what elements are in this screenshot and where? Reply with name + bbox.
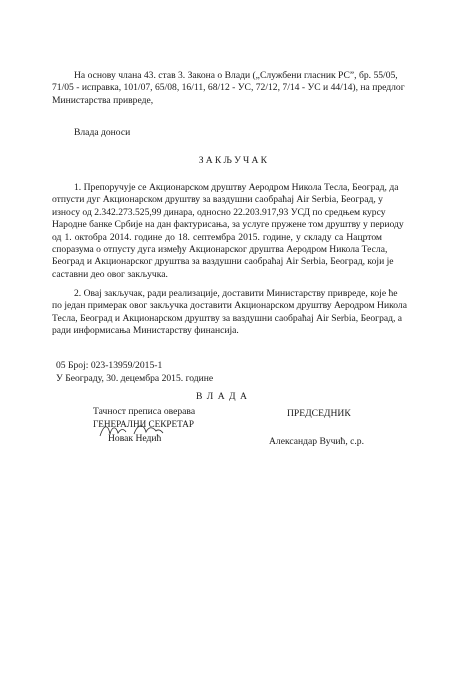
- item-2-line-4: ради информисања Министарству финансија.: [52, 325, 239, 337]
- item-1-line-3: износу од 2.342.273.525,99 динара, односно 22.203.917,93 УСД по средњем курсу: [52, 206, 386, 218]
- place-date: У Београду, 30. децембра 2015. године: [56, 373, 214, 384]
- secretary-role: ГЕНЕРАЛНИ СЕКРЕТАР: [93, 419, 195, 429]
- item-1-line-8: саставни део овог закључка.: [52, 268, 168, 280]
- document-number: 05 Број: 023-13959/2015-1: [56, 360, 163, 371]
- item-1-line-5: од 1. октобра 2014. године до 18. септембра 2015. године, у складу са Нацртом: [52, 231, 382, 243]
- item-2-line-2: по један примерак овог закључка доставити Акционарском друштву Аеродром Никола: [52, 300, 407, 312]
- item-1-line-2: отпусти дуг Акционарском друштву за ваздушни саобраћај Air Serbia, Београд, у: [52, 194, 383, 206]
- preamble-line-2: 71/05 - исправка, 101/07, 65/08, 16/11, 68/12 - УС, 72/12, 7/14 - УС и 44/14), на предлог: [52, 82, 405, 94]
- item-2-line-1: 2. Овај закључак, ради реализације, доставити Министарству привреде, које ће: [74, 288, 398, 299]
- secretary-name: Новак Недић: [108, 433, 162, 444]
- preamble: [52, 70, 405, 107]
- item-1: [52, 182, 404, 281]
- preamble-line-3: Министарства привреде,: [52, 94, 154, 106]
- certify-text: Тачност преписа оверава: [93, 406, 196, 417]
- item-1-line-7: Београд и Акционарског друштва за ваздушни саобраћај Air Serbia, Београд, који је: [52, 256, 394, 268]
- document-title: ЗАКЉУЧАК: [198, 155, 270, 166]
- president-name: Александар Вучић, с.р.: [269, 436, 364, 447]
- president-role: ПРЕДСЕДНИК: [287, 408, 351, 419]
- government-adopts: Влада доноси: [74, 127, 131, 138]
- item-1-line-1: 1. Препоручује се Акционарском друштву Аеродром Никола Тесла, Београд, да: [74, 182, 399, 193]
- item-2: [52, 288, 407, 338]
- item-1-line-4: Народне банке Србије на дан фактурисања, за услуге пружене том друштву у периоду: [52, 219, 404, 231]
- preamble-line-1: На основу члана 43. став 3. Закона о Влади („Службени гласник РС”, бр. 55/05,: [74, 70, 398, 81]
- handwritten-signature-icon: [96, 420, 166, 440]
- item-2-line-3: Тесла, Београд и Акционарском друштву за ваздушни саобраћај Air Serbia, Београд, а: [52, 312, 403, 324]
- item-1-line-6: споразума о отпусту дуга између Акционарског друштва Аеродром Никола Тесла,: [52, 244, 388, 256]
- government-heading: В Л А Д А: [196, 391, 248, 402]
